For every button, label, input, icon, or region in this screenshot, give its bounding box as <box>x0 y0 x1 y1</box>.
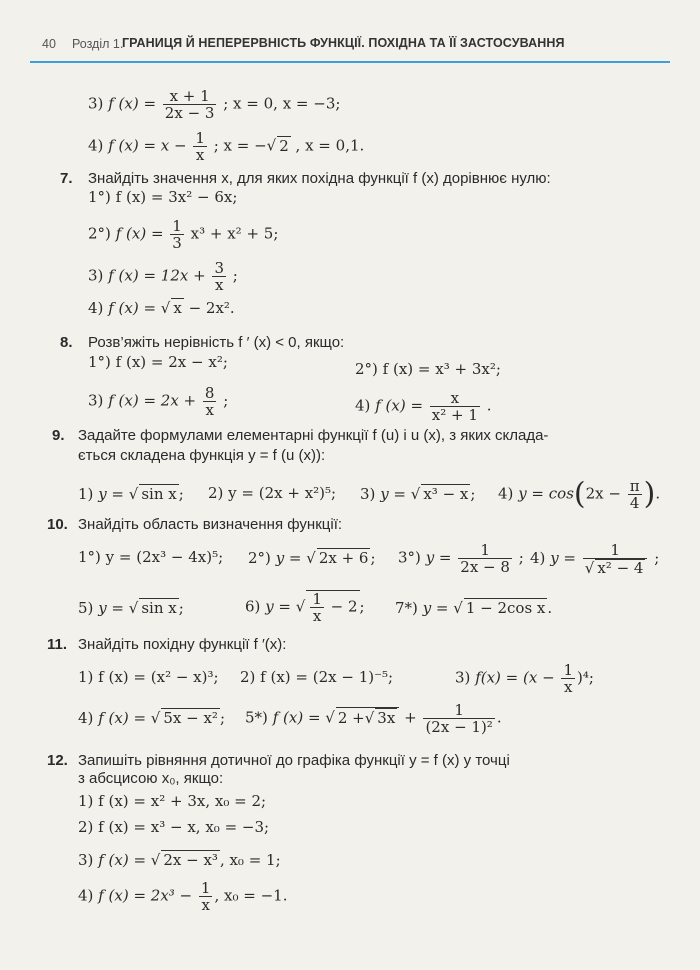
p12-item-3: 3) f (x) = √ 2x − x³ , x₀ = 1; <box>78 851 281 869</box>
problem-8-number: 8. <box>60 334 73 351</box>
p9-item-4: 4) y = cos(2x − $\frac{\pi}{4}$ ). <box>498 476 661 512</box>
p10-item-7: 7*) y = √ 1 − 2cos x . <box>395 599 553 617</box>
p9-item-1: 1) y = √ sin x ; <box>78 485 184 503</box>
p9-item-3: 3) y = √ x³ − x ; <box>360 485 476 503</box>
p11-item-5: 5*) f (x) = √ 2 +√ 3x + $\frac{1}{\text{(2x − 1)²}}$ . <box>245 701 502 736</box>
problem-9-text-1: Задайте формулами елементарні функції f (u) і u (x), з яких склада- <box>78 427 549 444</box>
p10-item-4: 4) y = $\frac{1}{\text{√ x² − 4}}$ ; <box>530 541 660 577</box>
p7-item-4: 4) f (x) = √ x − 2x². <box>88 299 235 317</box>
p8-item-2: 2°) f (x) = x³ + 3x²; <box>355 360 501 378</box>
problem-11-text: Знайдіть похідну функції f ′(x): <box>78 636 287 653</box>
page-header <box>0 28 700 64</box>
problem-10-number: 10. <box>47 516 68 533</box>
p10-item-6: 6) y = √ $\frac{1}{x}$ − 2 ; <box>245 590 365 625</box>
p10-item-1: 1°) y = (2x³ − 4x)⁵; <box>78 548 224 566</box>
section-label: Розділ 1. <box>72 37 124 51</box>
problem-12-number: 12. <box>47 752 68 769</box>
p10-item-2: 2°) y = √ 2x + 6 ; <box>248 549 376 567</box>
header-rule <box>30 61 670 63</box>
problem-7-text: Знайдіть значення x, для яких похідна функції f (x) дорівнює нулю: <box>88 170 551 187</box>
p12-item-4: 4) f (x) = 2x³ − $\frac{1}{x}$ , x₀ = −1. <box>78 879 288 914</box>
problem-8-text: Розв’яжіть нерівність f ′ (x) < 0, якщо: <box>88 334 345 351</box>
p6-item-4: 4) f (x) = x − $\frac{1}{x}$ ; x = −√ 2 , x = 0,1. <box>88 129 365 164</box>
p10-item-5: 5) y = √ sin x ; <box>78 599 184 617</box>
p11-item-2: 2) f (x) = (2x − 1)⁻⁵; <box>240 668 394 686</box>
problem-7-number: 7. <box>60 170 73 187</box>
p10-item-3: 3°) y = $\frac{1}{2x - 8}$ ; <box>398 541 524 576</box>
p8-item-4: 4) f (x) = $\frac{x}{\text{x² + 1}}$ . <box>355 389 492 424</box>
p11-item-1: 1) f (x) = (x² − x)³; <box>78 668 219 686</box>
p8-item-1: 1°) f (x) = 2x − x²; <box>88 353 228 371</box>
problem-9-text-2: ється складена функція y = f (u (x)): <box>78 447 326 464</box>
p11-item-4: 4) f (x) = √ 5x − x² ; <box>78 709 225 727</box>
problem-12-text-2: з абсцисою x₀, якщо: <box>78 770 224 787</box>
p8-item-3: 3) f (x) = 2x + $\frac{8}{x}$ ; <box>88 384 229 419</box>
p7-item-3: 3) f (x) = 12x + $\frac{3}{x}$ ; <box>88 259 238 294</box>
p7-item-2: 2°) f (x) = $\frac{1}{3}$ x³ + x² + 5; <box>88 217 279 252</box>
problem-10-text: Знайдіть область визначення функції: <box>78 516 343 533</box>
p9-item-2: 2) y = (2x + x²)⁵; <box>208 484 337 502</box>
chapter-title: ГРАНИЦЯ Й НЕПЕРЕРВНІСТЬ ФУНКЦІЇ. ПОХІДНА ТА ЇЇ ЗАСТОСУВАННЯ <box>122 36 565 50</box>
p6-item-3: 3) f (x) = $\frac{x + 1}{2x - 3}$ ; x = 0, x = −3; <box>88 87 341 122</box>
problem-9-number: 9. <box>52 427 65 444</box>
problem-11-number: 11. <box>47 636 68 653</box>
p11-item-3: 3) f(x) = (x − $\frac{1}{x}$ )⁴; <box>455 661 594 696</box>
page-number: 40 <box>42 37 56 51</box>
p12-item-1: 1) f (x) = x² + 3x, x₀ = 2; <box>78 792 267 810</box>
p7-item-1: 1°) f (x) = 3x² − 6x; <box>88 188 238 206</box>
problem-12-text-1: Запишіть рівняння дотичної до графіка функції y = f (x) у точці <box>78 752 510 769</box>
p12-item-2: 2) f (x) = x³ − x, x₀ = −3; <box>78 818 270 836</box>
